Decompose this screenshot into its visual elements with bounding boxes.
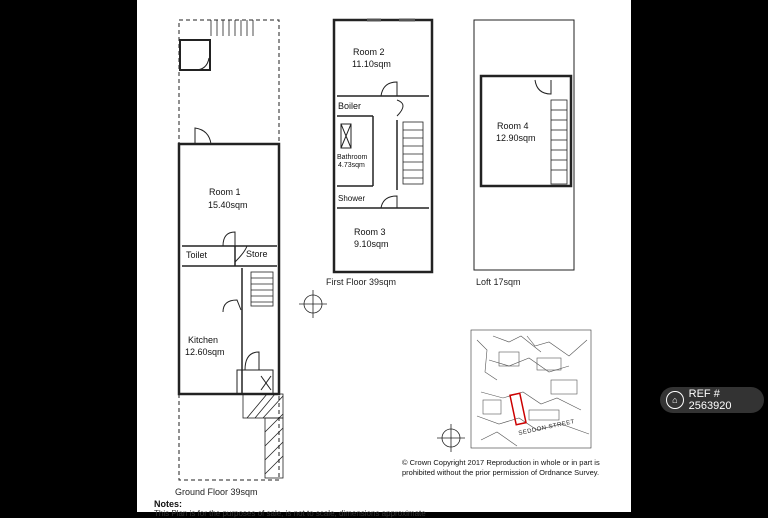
bathroom-area: 4.73sqm [338, 162, 365, 169]
shower-label: Shower [338, 194, 366, 203]
loft-stairs [551, 100, 567, 184]
notes-text: This Plan is for the purposes of sale, is not to scale, dimensions approximate [154, 509, 426, 518]
boiler-door [397, 100, 403, 116]
first-stairs [403, 122, 423, 184]
compass-ground [299, 290, 327, 318]
reference-text: REF # 2563920 [688, 388, 732, 412]
room3-door [381, 196, 397, 208]
copyright-text: © Crown Copyright 2017 Reproduction in whole or in part is prohibited without the prior permission of Ordnance Survey. [402, 458, 600, 477]
kitchen-name: Kitchen [188, 335, 219, 345]
front-steps [211, 20, 253, 36]
yard-wall [243, 394, 283, 478]
loft-caption: Loft 17sqm [476, 277, 521, 287]
reference-badge[interactable] [660, 387, 764, 413]
toilet-door [223, 232, 235, 246]
toilet-label: Toilet [186, 250, 208, 260]
notes-heading: Notes: [154, 499, 183, 509]
ground-floor-caption: Ground Floor 39sqm [175, 487, 258, 497]
back-door [245, 352, 259, 370]
room4-area: 12.90sqm [496, 133, 536, 143]
ground-stairs [251, 272, 273, 306]
kitchen-area: 12.60sqm [185, 347, 225, 357]
street-label: SEDDON STREET [518, 419, 576, 437]
room2-name: Room 2 [353, 47, 385, 57]
floorplan-sheet [137, 0, 631, 518]
ref-icon: ⌂ [666, 391, 684, 409]
kitchen-door [223, 300, 241, 312]
room2-area: 11.10sqm [352, 59, 391, 69]
room4-name: Room 4 [497, 121, 529, 131]
room3-name: Room 3 [354, 227, 386, 237]
room2-door [381, 82, 397, 96]
floorplan-drawing [137, 0, 631, 512]
bathroom-name: Bathroom [337, 154, 368, 161]
loft-outline [474, 20, 574, 270]
store-label: Store [246, 249, 268, 259]
outhouse-door-swing [195, 58, 209, 70]
loft-door [535, 80, 551, 94]
first-floor-caption: First Floor 39sqm [326, 277, 397, 287]
room1-area: 15.40sqm [208, 200, 248, 210]
compass-map [437, 424, 465, 452]
room1-door [195, 128, 211, 144]
room3-area: 9.10sqm [354, 239, 389, 249]
room1-name: Room 1 [209, 187, 241, 197]
boiler-label: Boiler [338, 101, 362, 111]
